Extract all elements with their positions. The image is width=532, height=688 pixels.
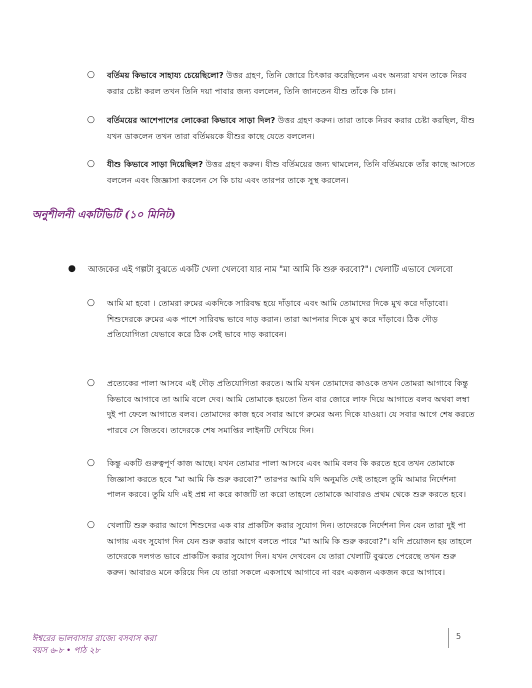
step-item <box>87 456 477 503</box>
circle-bullet-icon: ○ <box>87 458 95 468</box>
circle-bullet-icon: ○ <box>87 159 95 169</box>
question-item <box>87 113 477 144</box>
bullet-dot-icon: ● <box>68 264 76 274</box>
question-bold: বর্তিময় কিভাবে সাহায্য চেয়েছিলো? <box>107 70 224 80</box>
circle-bullet-icon: ○ <box>87 378 95 388</box>
step-item <box>87 376 477 438</box>
step-text: প্রত্যেকের পালা আসবে এই দৌড় প্রতিযোগিতা করতে। আমি যখন তোমাদের কাওকে তখন তোমরা আগাবে কিন্তু কিভাবে আগাবে তা আমি বলে দেব। আমি তোমাকে হয়তো তিন বার জোরে লাফ দিয়ে আগাতে বলব অথবা লম্বা দুই পা ফেলে আগাতে বলব। তোমাদের কাজ হবে সবার আগে রুমের অন্য দিকে যাওয়া। যে সবার আগে শেষ করতে পারবে সে জিতবে। তাদেরকে শেষ সমাপ্তির লাইনটি দেখিয়ে দিন। <box>107 378 475 435</box>
footer-divider <box>448 628 449 648</box>
question-bold: যীশু কিভাবে সাড়া দিয়েছিল? <box>107 159 203 169</box>
question-answer: উত্তর গ্রহণ করুন। যীশু বর্তিময়ের জন্য থামলেন, তিনি বর্তিময়কে তাঁর কাছে আসতে বললেন এবং জিজ্ঞাসা করলেন সে কি চায় এবং তারপর তাকে সুস্থ করলেন। <box>107 159 476 185</box>
question-item <box>87 157 477 188</box>
page-footer <box>32 632 156 656</box>
question-item <box>87 68 477 99</box>
step-text: খেলাটি শুরু করার আগে শিশুদের এক বার প্রাকটিস করার সুযোগ দিন। তাদেরকে নির্দেশনা দিন যেন তারা দুই পা আগায় এবং সুযোগ দিন যেন শুরু করার আগে বলতে পারে "মা আমি কি শুরু করবো?"। যদি প্রয়োজন হয় তাহলে তাদেরকে দলগত ভাবে প্রাকটিস করার সুযোগ দিন। যখন দেখবেন যে তারা খেলাটি বুঝতে পেরেছে তখন শুরু করুন। আবারও মনে করিয়ে দিন যে তারা সকলে একসাথে আগাবে না বরং একজন একজন করে আগাবে। <box>107 520 472 577</box>
step-text: আমি মা হবো । তোমরা রুমের একদিকে সারিবদ্ধ হয়ে দাঁড়াবে এবং আমি তোমাদের দিকে মুখ করে দাঁড়াবো। শিশুদেরকে রুমের এক পাশে সারিবদ্ধ ভাবে দাড় করান। তারা আপনার দিকে মুখ করে দাঁড়াবে। ঠিক দৌড় প্রতিযোগিতা যেভাবে করে ঠিক সেই ভাবে দাড় করাবেন। <box>107 298 449 339</box>
footer-title: ঈশ্বরের ভালবাসার রাজ্যে বসবাস করা <box>32 633 157 643</box>
activity-heading: অনুশীলনী একটিভিটি (১০ মিনিট) <box>32 209 176 221</box>
circle-bullet-icon: ○ <box>87 115 95 125</box>
question-answer: উত্তর গ্রহণ করুন। তারা তাকে নিরব করার চেষ্টা করছিল, যীশু যখন ডাকলেন তখন তারা বর্তিময়কে যীশুর কাছে যেতে বললেন। <box>107 115 475 141</box>
circle-bullet-icon: ○ <box>87 520 95 530</box>
step-text: কিন্তু একটি গুরুত্বপূর্ণ কাজ আছে। যখন তোমার পালা আসবে এবং আমি বলব কি করতে হবে তখন তোমাকে জিজ্ঞাসা করতে হবে "মা আমি কি শুরু করবো?" তারপর আমি যদি অনুমতি দেই তাহলে তুমি আমার নির্দেশনা পালন করবে। তুমি যদি এই প্রশ্ন না করে কাজটি তা করো তাহলে তোমাকে আবারও প্রথম থেকে শুরু করতে হবে। <box>107 458 467 499</box>
circle-bullet-icon: ○ <box>87 298 95 308</box>
circle-bullet-icon: ○ <box>87 70 95 80</box>
page-number: 5 <box>456 632 462 641</box>
footer-lesson: বয়স ৬-৮ • পাঠ ২৮ <box>32 645 100 655</box>
question-bold: বর্তিময়ের আশেপাশের লোকেরা কিভাবে সাড়া দিল? <box>107 115 276 125</box>
activity-intro-text: আজকের এই গল্পটা বুঝতে একটি খেলা খেলবো যার নাম "মা আমি কি শুরু করবো?"। খেলাটি এভাবে খেলবো <box>88 264 453 274</box>
activity-intro <box>68 262 478 277</box>
step-item <box>87 296 477 343</box>
question-answer: উত্তর গ্রহণ, তিনি জোরে চিৎকার করেছিলেন এবং অন্যরা যখন তাকে নিরব করার চেষ্টা করল তখন তিনি দয়া পাবার জন্য বললেন, তিনি জানতেন যীশু তাঁকে কি চান। <box>107 70 467 96</box>
step-item <box>87 518 477 580</box>
